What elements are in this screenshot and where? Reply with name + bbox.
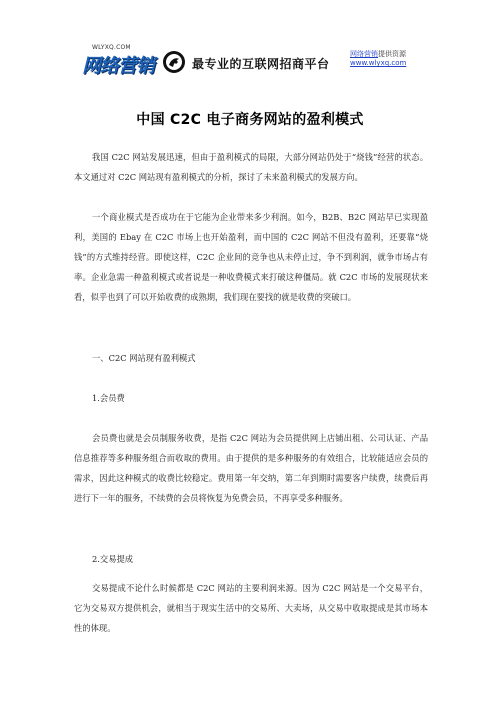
header-slogan: 最专业的互联网招商平台 [192,57,330,71]
article-title: 中国 C2C 电子商务网站的盈利模式 [136,112,364,128]
paragraph-intro: 我国 C2C 网站发展迅速，但由于盈利模式的局限，大部分网站仍处于“烧钱”经营的状态。本文通过对 C2C 网站现有盈利模式的分析，探讨了未来盈利模式的发展方向。 [74,152,428,182]
resource-suffix: 提供资源 [378,50,406,58]
section-heading: 一、C2C 网站现有盈利模式 [92,353,196,363]
resource-link[interactable]: 网络营销 [350,50,378,58]
paragraph-business-model: 一个商业模式是否成功在于它能为企业带来多少利润。如今，B2B、B2C 网站早已实现盈利，美国的 Ebay 在 C2C 市场上也开始盈利，而中国的 C2C 网站不但没有盈利，还要靠“烧钱”的方式维持经营。即使这样，C2C 企业间的竞争也从未停止过，争不到利润，就争市场占有率。企业急需一种盈利模式或者说是一种收费模式来打破这种僵局。就 C2C 市场的发展现状来看，似乎也到了可以开始收费的成熟期，我们现在要找的就是收费的突破口。 [74,212,428,302]
resource-url-link[interactable]: www.wlyxq.com [350,59,407,67]
logo-wordmark: 网络营销 [82,55,155,77]
logo-emblem-icon [162,50,186,74]
subheading-transaction-commission: 2.交易提成 [92,554,134,564]
paragraph-transaction-commission: 交易提成不论什么时候都是 C2C 网站的主要利润来源。因为 C2C 网站是一个交易平台，它为交易双方提供机会，就相当于现实生活中的交易所、大卖场，从交易中收取提成是其市场本性的体现。 [74,583,428,633]
resource-notice [350,50,406,68]
paragraph-membership-fee: 会员费也就是会员制服务收费，是指 C2C 网站为会员提供网上店铺出租、公司认证、产品信息推荐等多种服务组合而收取的费用。由于提供的是多种服务的有效组合，比较能适应会员的需求，因此这种模式的收费比较稳定。费用第一年交纳，第二年到期时需要客户续费，续费后再进行下一年的服务，不续费的会员将恢复为免费会员，不再享受多种服务。 [74,433,428,503]
subheading-membership-fee: 1.会员费 [92,393,125,403]
site-logo[interactable] [82,44,186,78]
logo-url-text: WLYXQ.COM [92,44,131,51]
header-banner [82,44,422,78]
